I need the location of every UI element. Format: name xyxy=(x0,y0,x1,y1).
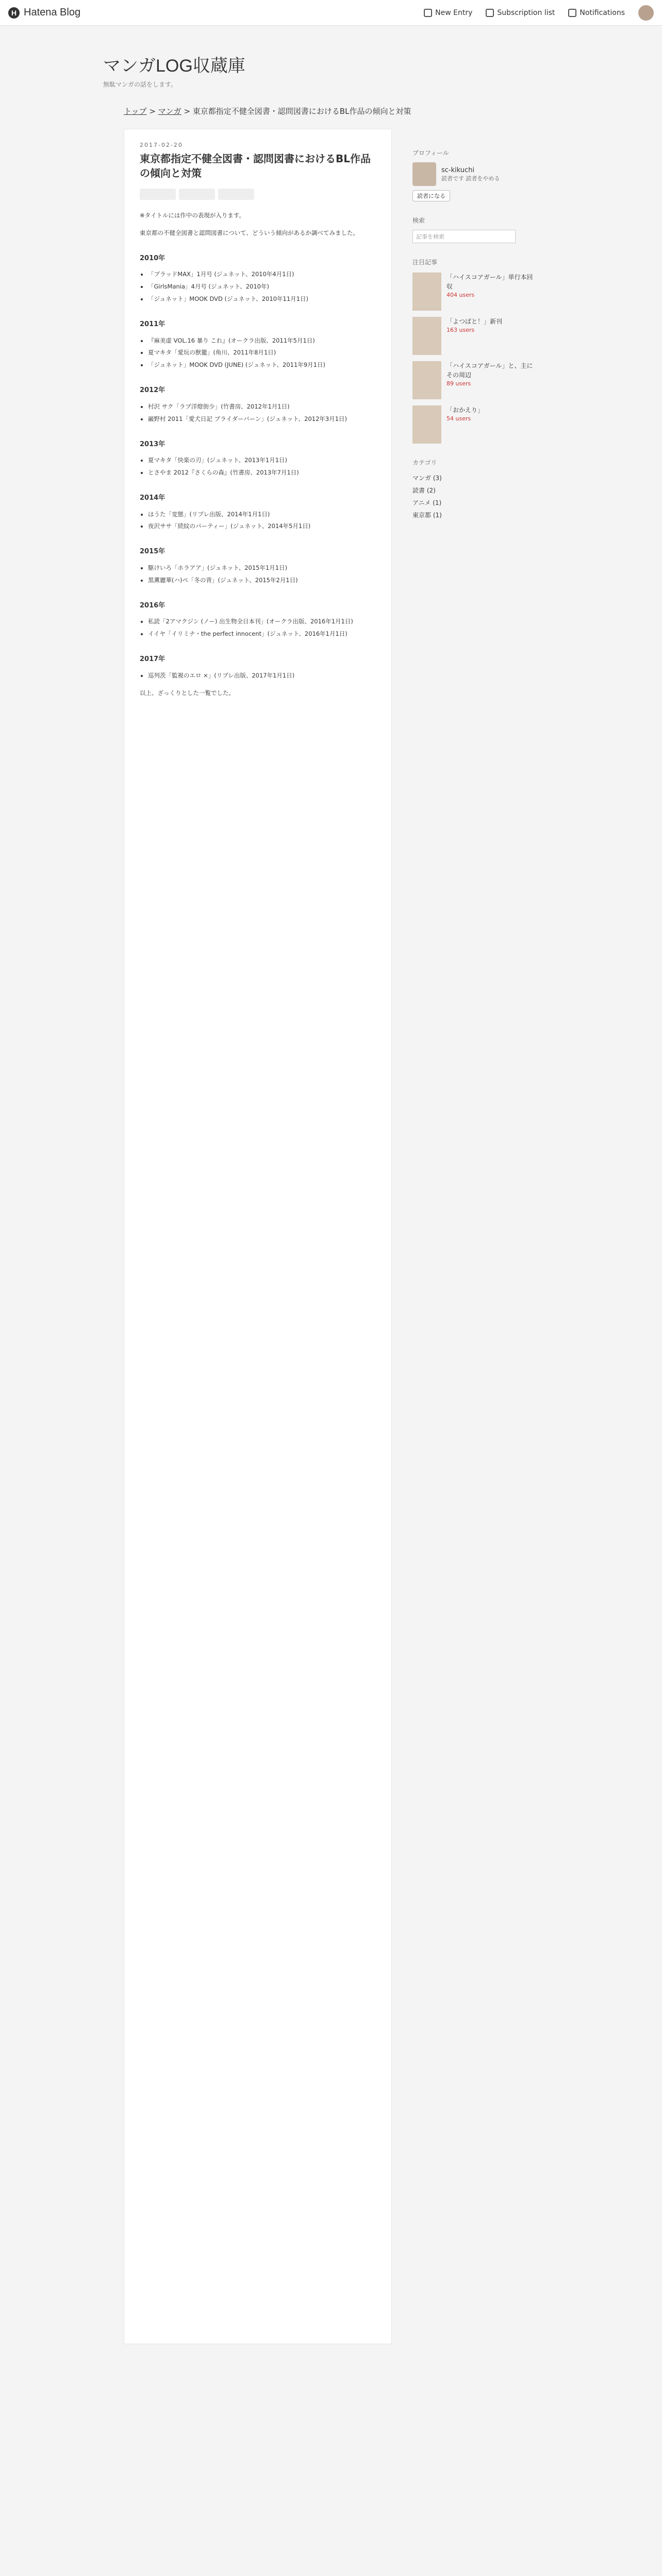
year-heading: 2012年 xyxy=(140,386,166,395)
post-body xyxy=(140,210,376,699)
book-item[interactable]: • 夏マキタ「快楽の刃」(ジュネット、2013年1月1日) xyxy=(148,455,376,466)
bell-icon xyxy=(568,9,576,17)
book-list xyxy=(148,670,376,682)
book-item[interactable]: • イイヤ「イリミナ・the perfect innocent」(ジュネット、2016年1月1日) xyxy=(148,629,376,640)
ranking-title: 「おかえり」 xyxy=(446,406,484,414)
ranking-item[interactable] xyxy=(412,273,536,311)
share-button[interactable] xyxy=(218,189,254,200)
year-heading: 2011年 xyxy=(140,320,166,328)
share-button[interactable] xyxy=(140,189,176,200)
subscription-label: Subscription list xyxy=(497,8,555,17)
book-list xyxy=(148,335,376,371)
search-heading: 検索 xyxy=(412,217,425,224)
hatena-logo[interactable] xyxy=(8,7,80,19)
ranking-users: 89 users xyxy=(446,380,471,387)
ranking-title: 「よつばと！」新刊 xyxy=(446,318,503,325)
breadcrumb: トップ > マンガ > 東京都指定不健全図書・認問図書におけるBL作品の傾向と対策 xyxy=(124,107,411,116)
book-item[interactable]: • 村沢 サク「ラブ洋燈街少」(竹書房、2012年1月1日) xyxy=(148,401,376,413)
ranking-users: 163 users xyxy=(446,327,475,333)
pencil-icon xyxy=(424,9,432,17)
ranking-title: 「ハイスコアガール」と、主にその周辺 xyxy=(446,362,533,379)
ranking-thumbnail xyxy=(412,405,441,444)
book-item[interactable]: • 夏マキタ「愛玩の獣籠」(角川、2011年8月1日) xyxy=(148,347,376,359)
book-item[interactable]: • 巡列茨「監視のエロ ×」(リブレ出版、2017年1月1日) xyxy=(148,670,376,682)
book-list xyxy=(148,269,376,305)
post-title[interactable]: 東京都指定不健全図書・認問図書におけるBL作品の傾向と対策 xyxy=(140,152,371,179)
category-item[interactable]: 読書 (2) xyxy=(412,487,436,494)
breadcrumb-top[interactable]: トップ xyxy=(124,107,147,116)
year-heading: 2013年 xyxy=(140,440,166,448)
book-item[interactable]: • 『麻美虚 VOL.16 暴り これ』(オークラ出版、2011年5月1日) xyxy=(148,335,376,347)
category-item[interactable]: アニメ (1) xyxy=(412,499,442,506)
ranking-thumbnail xyxy=(412,361,441,399)
book-item[interactable]: • 黒薫麗華(ハ)ペ「冬の背」(ジュネット、2015年2月1日) xyxy=(148,575,376,586)
year-heading: 2014年 xyxy=(140,494,166,502)
note-1: ※タイトルには作中の表現が入ります。 xyxy=(140,212,245,219)
breadcrumb-manga[interactable]: マンガ xyxy=(158,107,181,116)
blog-subtitle: 無駄マンガの話をします。 xyxy=(103,81,177,88)
categories-heading: カテゴリ xyxy=(412,459,437,466)
category-list xyxy=(412,472,536,521)
book-item[interactable]: • 駆けいろ「ホラアア」(ジュネット、2015年1月1日) xyxy=(148,563,376,574)
post-date[interactable]: 2017-02-20 xyxy=(140,142,183,148)
profile xyxy=(412,162,536,186)
book-item[interactable]: • 巌野村 2011「愛犬日記 ブライダーバーン」(ジュネット、2012年3月1日) xyxy=(148,414,376,425)
book-item[interactable]: • 「GirlsMania」4月号 (ジュネット、2010年) xyxy=(148,281,376,293)
profile-name[interactable]: sc-kikuchi xyxy=(441,166,475,174)
breadcrumb-current: 東京都指定不健全図書・認問図書におけるBL作品の傾向と対策 xyxy=(192,107,411,116)
share-bar xyxy=(140,189,376,202)
main-article xyxy=(124,129,392,2344)
ranking-title: 「ハイスコアガール」単行本回収 xyxy=(446,274,533,290)
note-3: 以上、ざっくりとした一覧でした。 xyxy=(140,689,235,697)
book-item[interactable]: • とさやま 2012『さくらの森』(竹書房、2013年7月1日) xyxy=(148,467,376,479)
blog-header xyxy=(103,52,557,89)
notifications-label: Notifications xyxy=(580,8,625,17)
profile-heading: プロフィール xyxy=(412,149,449,157)
book-list xyxy=(148,509,376,533)
book-item[interactable]: • 「ジュネット」MOOK DVD (JUNE) (ジュネット、2011年9月1日) xyxy=(148,360,376,371)
book-item[interactable]: • 「ブラッドMAX」1月号 (ジュネット、2010年4月1日) xyxy=(148,269,376,280)
share-button[interactable] xyxy=(179,189,215,200)
new-entry-label: New Entry xyxy=(435,8,473,17)
note-2: 東京都の不健全図書と認問図書について、どういう傾向があるか調べてみました。 xyxy=(140,229,359,236)
book-item[interactable]: • 夜沢ササ「続紋のパーティー」(ジュネット、2014年5月1日) xyxy=(148,521,376,532)
ranking-item[interactable] xyxy=(412,317,536,355)
notifications-button[interactable] xyxy=(568,9,625,17)
readers-button[interactable]: 読者になる xyxy=(412,190,450,201)
search-input[interactable]: 記事を検索 xyxy=(412,230,516,243)
book-list xyxy=(148,401,376,425)
brand-name: Hatena Blog xyxy=(24,7,81,18)
ranking-heading: 注目記事 xyxy=(412,259,438,266)
book-item[interactable]: • 「ジュネット」MOOK DVD (ジュネット、2010年11月1日) xyxy=(148,294,376,305)
year-heading: 2010年 xyxy=(140,254,166,262)
sidebar xyxy=(412,134,536,521)
book-item[interactable]: • 私読「2アマクジン (ノー) 出生物全日本刊」(オークラ出版、2016年1月1日) xyxy=(148,616,376,628)
book-item[interactable]: • はうた「変態」(リブレ出版、2014年1月1日) xyxy=(148,509,376,520)
book-list xyxy=(148,455,376,479)
topbar xyxy=(0,0,662,26)
year-heading: 2017年 xyxy=(140,655,166,663)
new-entry-button[interactable] xyxy=(424,9,472,17)
ranking-thumbnail xyxy=(412,273,441,311)
year-heading: 2015年 xyxy=(140,548,166,556)
category-item[interactable]: 東京都 (1) xyxy=(412,512,442,519)
list-icon xyxy=(486,9,494,17)
subscription-list-button[interactable] xyxy=(486,9,555,17)
hatena-logo-icon: H xyxy=(8,7,20,19)
ranking-item[interactable] xyxy=(412,405,536,444)
category-item[interactable]: マンガ (3) xyxy=(412,474,442,482)
year-heading: 2016年 xyxy=(140,601,166,609)
avatar[interactable] xyxy=(638,5,654,21)
profile-image[interactable] xyxy=(412,162,436,186)
ranking-users: 54 users xyxy=(446,415,471,422)
ranking-thumbnail xyxy=(412,317,441,355)
ranking-item[interactable] xyxy=(412,361,536,399)
book-list xyxy=(148,563,376,586)
ranking-users: 404 users xyxy=(446,292,475,298)
blog-title[interactable]: マンガLOG収蔵庫 xyxy=(103,56,245,76)
topbar-nav xyxy=(424,5,654,21)
book-list xyxy=(148,616,376,640)
profile-sub: 読者です 読者をやめる xyxy=(441,175,500,182)
